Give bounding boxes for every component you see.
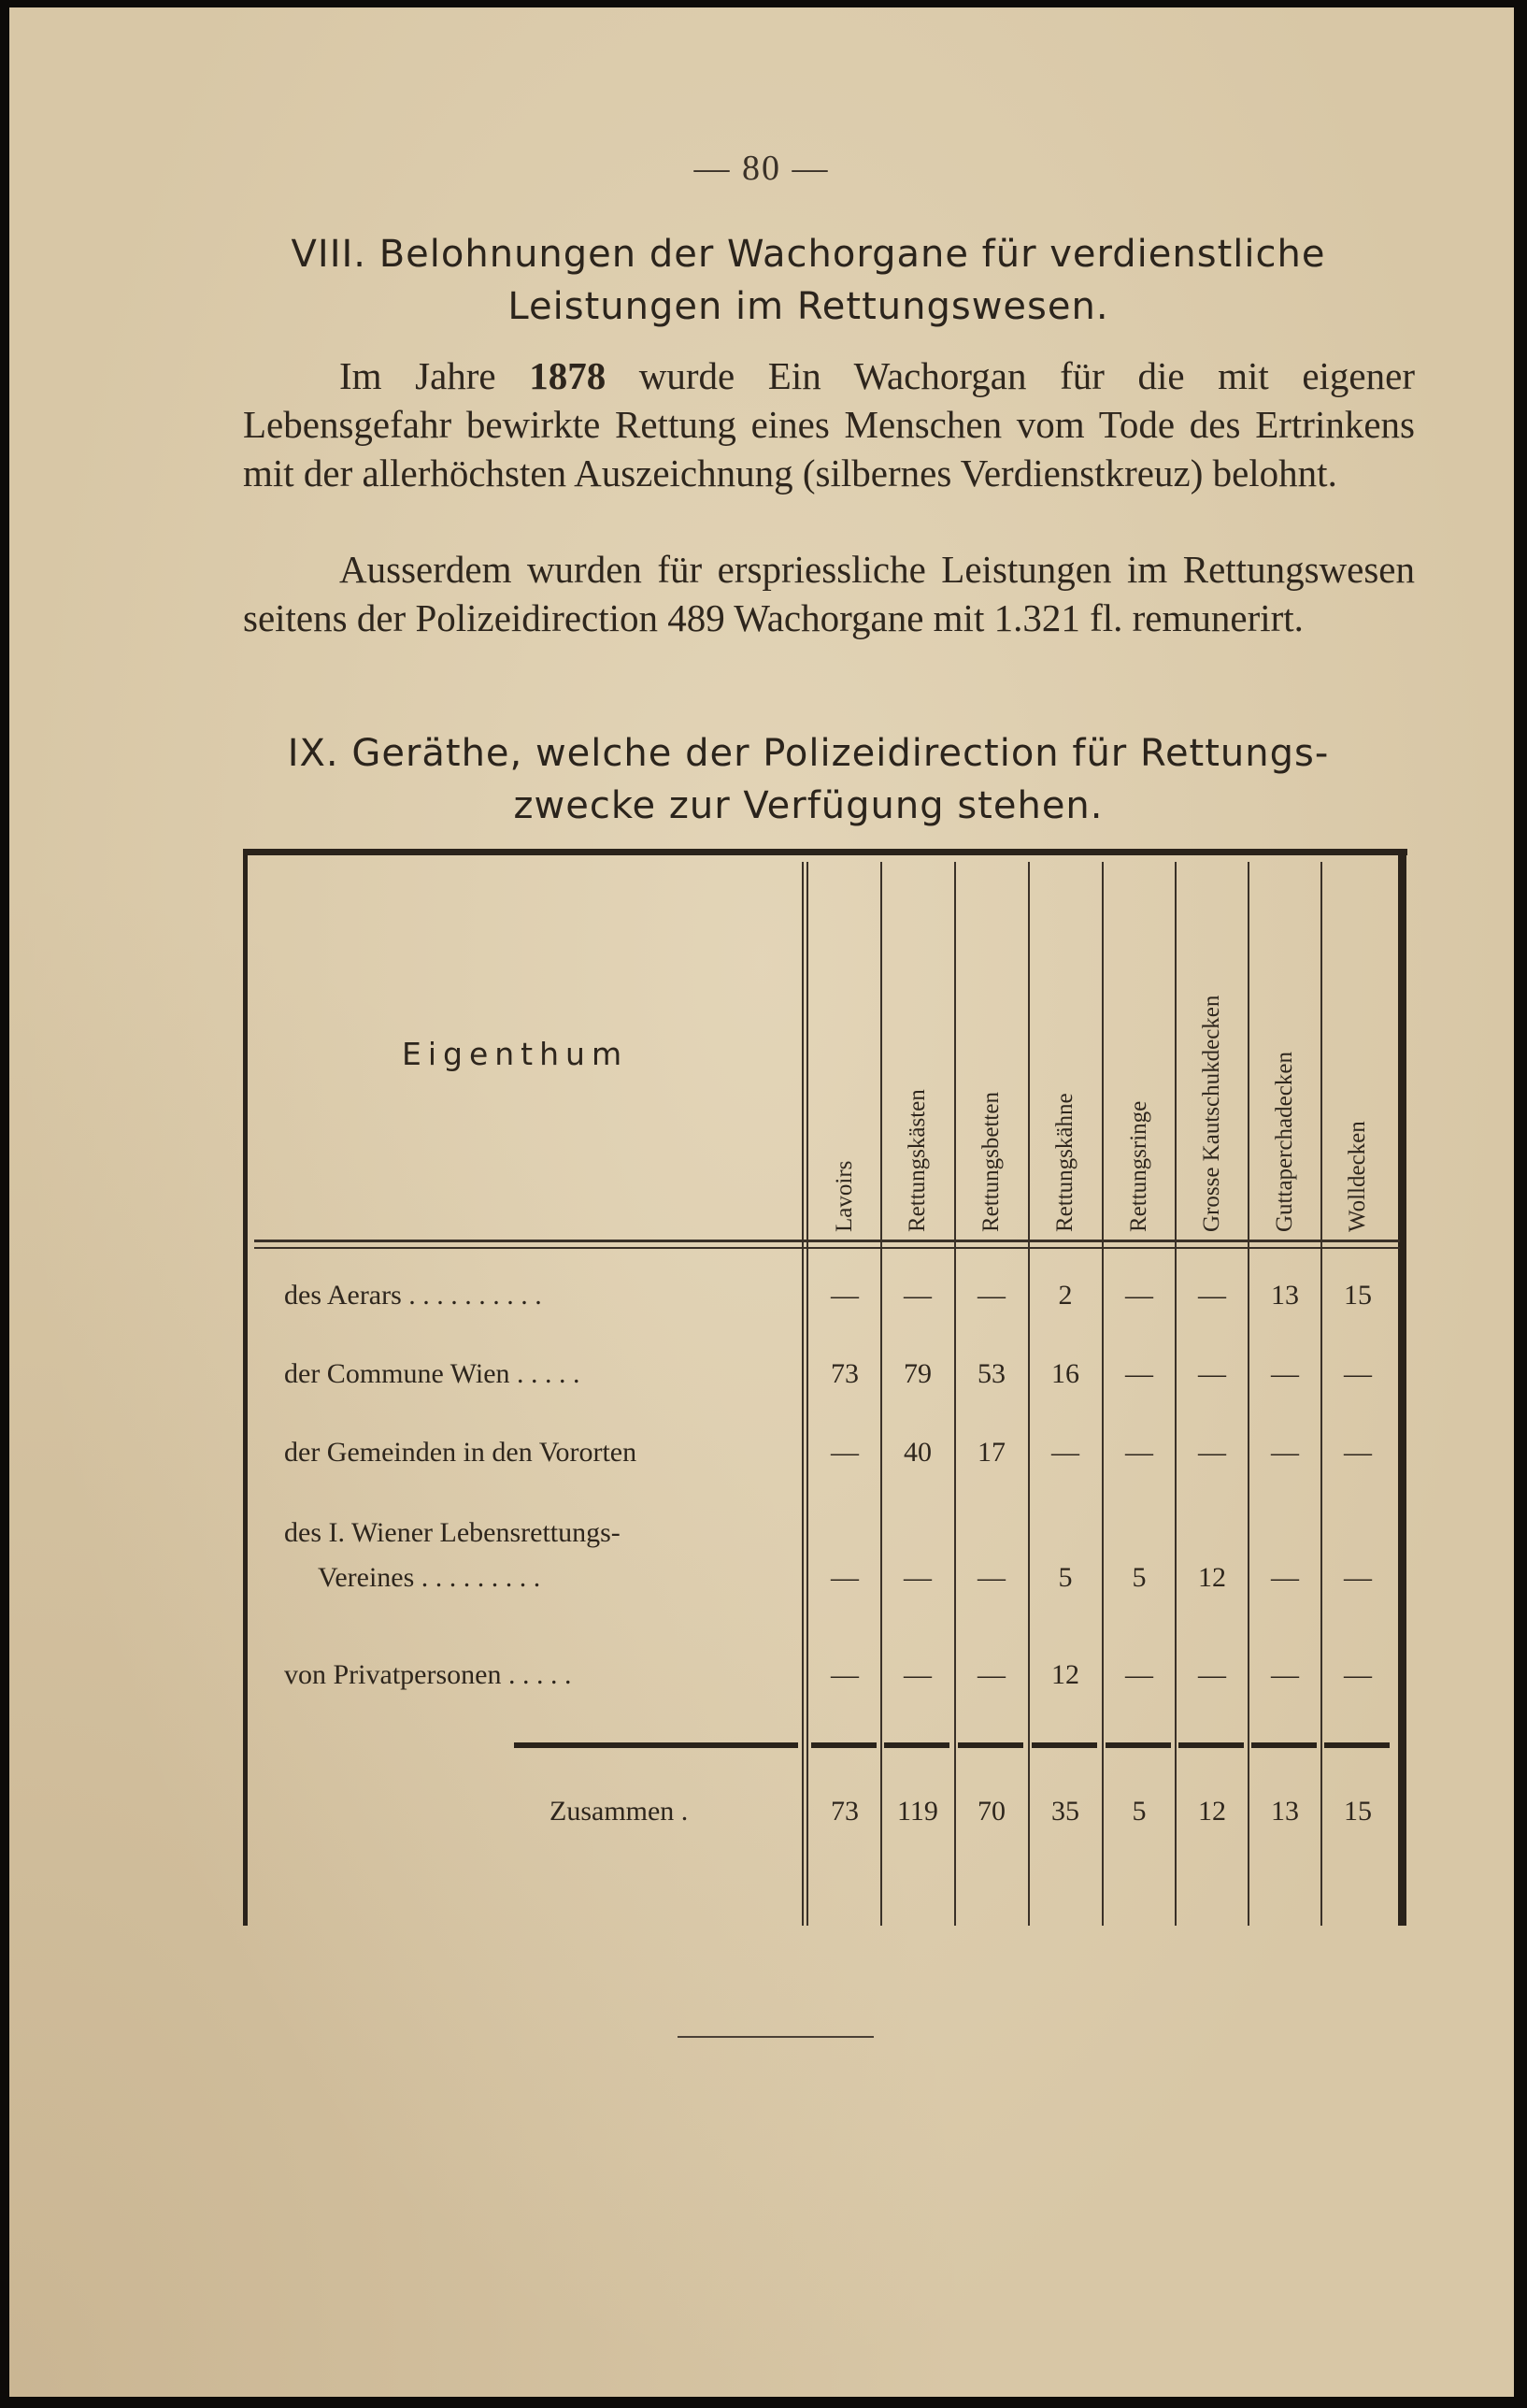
sum-rule [1324, 1742, 1390, 1748]
column-header: Rettungsbetten [978, 1092, 1004, 1232]
table-cell: — [904, 1659, 932, 1690]
table-cell: — [1198, 1437, 1226, 1468]
section-8-paragraph-1 [243, 351, 1415, 497]
table-cell: — [1344, 1437, 1372, 1468]
para1-start: Im Jahre [339, 354, 530, 397]
table-cell: — [978, 1280, 1006, 1311]
table-cell: 40 [904, 1437, 932, 1468]
table-cell: 15 [1344, 1280, 1372, 1311]
sum-rule [958, 1742, 1023, 1748]
column-header: Wolldecken [1345, 1121, 1370, 1232]
para1-rest: wurde Ein Wachorgan für die mit eigener Lebensgefahr bewirkte Rettung eines Menschen vom Tode des Ertrinkens mit der allerhöchsten Auszeichnung (silbernes Verdienstkreuz) belohnt. [243, 354, 1415, 494]
table-cell: — [831, 1659, 859, 1690]
table-cell: — [904, 1280, 932, 1311]
row-label: des I. Wiener Lebensrettungs- [284, 1517, 621, 1548]
table-border-left [243, 849, 248, 1926]
row-label: des Aerars . . . . . . . . . . [284, 1280, 542, 1311]
table-cell: — [978, 1659, 1006, 1690]
para1-year: 1878 [529, 354, 607, 397]
table-cell: — [1125, 1280, 1153, 1311]
section-8-heading-line1: VIII. Belohnungen der Wachorgane für verdienstliche [291, 233, 1326, 276]
page [9, 7, 1514, 2397]
table-cell: — [1198, 1358, 1226, 1389]
table-cell: 13 [1271, 1280, 1299, 1311]
section-9-heading [234, 727, 1383, 832]
sum-rule [811, 1742, 877, 1748]
table-cell: 16 [1051, 1358, 1079, 1389]
table-cell: 5 [1058, 1562, 1073, 1593]
table-cell: 5 [1132, 1562, 1147, 1593]
table-cell: 12 [1051, 1659, 1079, 1690]
table-cell: — [1125, 1659, 1153, 1690]
row-label-continuation: Vereines . . . . . . . . . [318, 1562, 541, 1593]
total-cell: 12 [1198, 1796, 1226, 1827]
column-header: Lavoirs [832, 1160, 857, 1232]
table-cell: — [1271, 1659, 1299, 1690]
table-cell: — [904, 1562, 932, 1593]
column-header: Grosse Kautschukdecken [1199, 995, 1224, 1232]
sum-rule [1178, 1742, 1244, 1748]
table-cell: — [1125, 1358, 1153, 1389]
total-cell: 73 [831, 1796, 859, 1827]
section-9-heading-line2: zwecke zur Verfügung stehen. [513, 784, 1104, 827]
total-cell: 70 [978, 1796, 1006, 1827]
table-cell: 73 [831, 1358, 859, 1389]
row-label: der Commune Wien . . . . . [284, 1358, 580, 1389]
table-cell: — [831, 1280, 859, 1311]
page-number: — 80 — [693, 149, 830, 188]
table-border-right [1398, 849, 1406, 1926]
table-cell: — [978, 1562, 1006, 1593]
table-cell: — [1344, 1659, 1372, 1690]
table-cell: 79 [904, 1358, 932, 1389]
sum-rule [1251, 1742, 1317, 1748]
sum-rule [884, 1742, 949, 1748]
label-column-divider [802, 862, 804, 1926]
table-cell: — [831, 1437, 859, 1468]
header-separator [254, 1240, 1400, 1242]
sum-rule [1032, 1742, 1097, 1748]
table-cell: — [1271, 1437, 1299, 1468]
section-8-paragraph-2: Ausserdem wurden für erspriessliche Leistungen im Rettungswesen seitens der Polizeidirection 489 Wachorgane mit 1.321 fl. remunerirt. [243, 548, 1415, 639]
bottom-rule [678, 2036, 874, 2038]
table-cell: 2 [1058, 1280, 1073, 1311]
column-header: Rettungskähne [1052, 1093, 1077, 1232]
table-cell: 17 [978, 1437, 1006, 1468]
total-cell: 35 [1051, 1796, 1079, 1827]
section-9-heading-line1: IX. Geräthe, welche der Polizeidirection für Rettungs- [287, 732, 1330, 775]
total-cell: 13 [1271, 1796, 1299, 1827]
column-header: Rettungsringe [1126, 1100, 1151, 1232]
sum-rule [1106, 1742, 1171, 1748]
table-cell: — [831, 1562, 859, 1593]
total-cell: 15 [1344, 1796, 1372, 1827]
table-cell: — [1198, 1659, 1226, 1690]
sum-rule [514, 1742, 798, 1748]
row-label: von Privatpersonen . . . . . [284, 1659, 572, 1690]
equipment-table [243, 849, 1407, 1926]
section-8-heading-line2: Leistungen im Rettungswesen. [507, 285, 1109, 328]
table-cell: — [1271, 1358, 1299, 1389]
header-separator-second [254, 1247, 1400, 1249]
total-cell: 119 [897, 1796, 938, 1827]
table-cell: 53 [978, 1358, 1006, 1389]
section-8-heading [234, 228, 1383, 333]
row-label: der Gemeinden in den Vororten [284, 1437, 637, 1468]
table-cell: — [1198, 1280, 1226, 1311]
total-label: Zusammen . [549, 1796, 689, 1827]
column-header: Guttaperchadecken [1272, 1052, 1297, 1232]
table-cell: — [1344, 1358, 1372, 1389]
table-cell: — [1051, 1437, 1079, 1468]
row-header-label: Eigenthum [402, 1036, 629, 1072]
table-border-top [243, 849, 1407, 855]
table-cell: — [1125, 1437, 1153, 1468]
table-cell: 12 [1198, 1562, 1226, 1593]
table-cell: — [1271, 1562, 1299, 1593]
column-header: Rettungskästen [905, 1089, 930, 1232]
total-cell: 5 [1132, 1796, 1147, 1827]
table-cell: — [1344, 1562, 1372, 1593]
